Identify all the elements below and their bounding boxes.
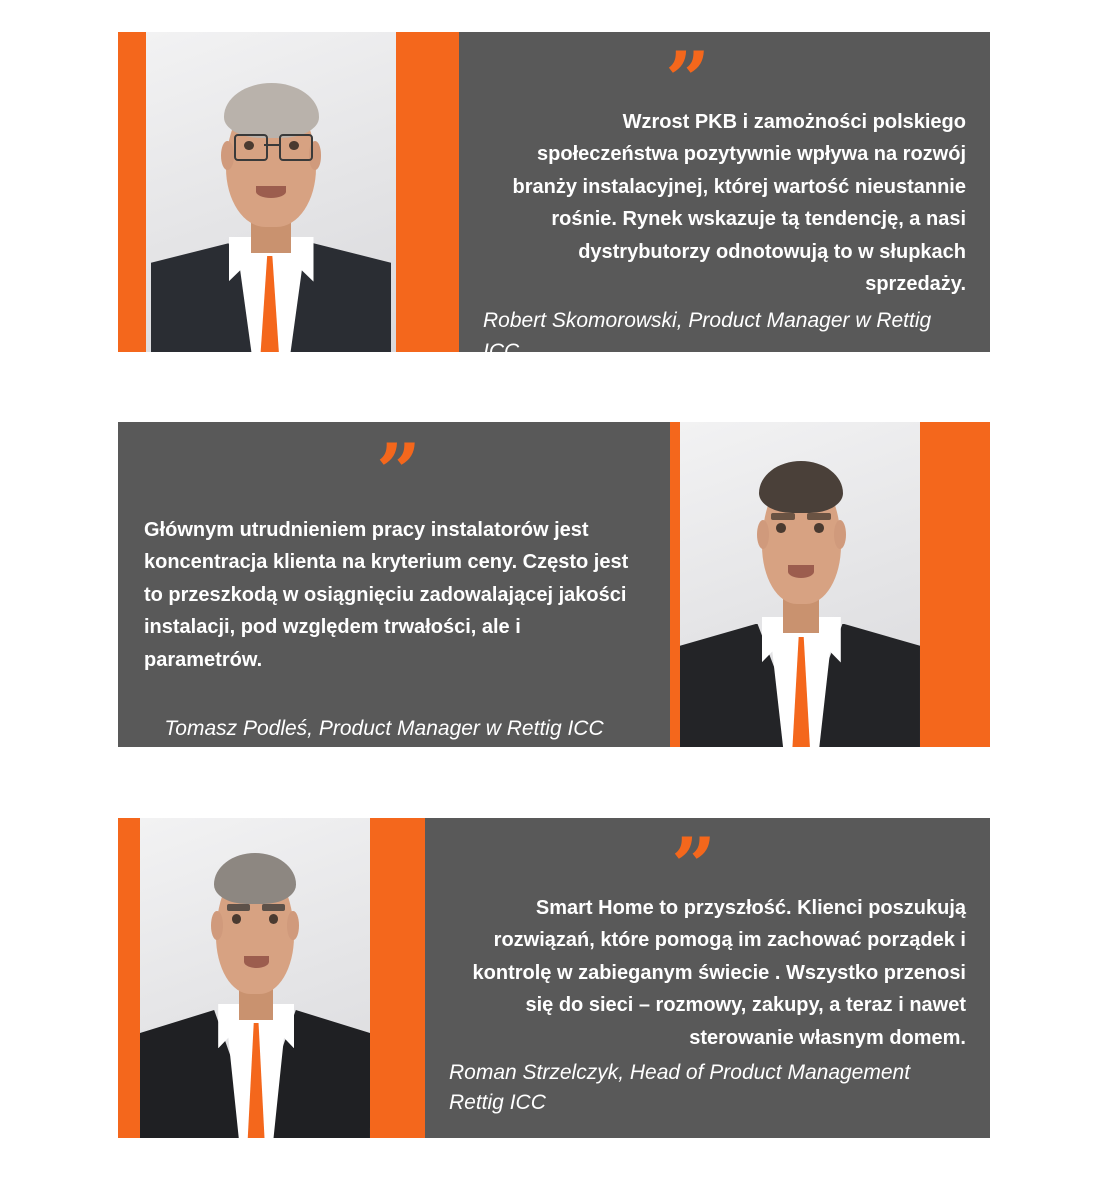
accent-bar-right — [370, 818, 425, 1138]
portrait-roman-strzelczyk — [140, 818, 370, 1138]
testimonial-card-1 — [118, 32, 990, 363]
quote-panel-2 — [118, 422, 670, 747]
quote-mark-icon: ” — [376, 427, 419, 518]
quote-mark-icon: ” — [671, 821, 714, 912]
photo-block-3 — [118, 818, 425, 1138]
accent-bar-left — [670, 422, 680, 747]
photo-block-1 — [118, 32, 459, 352]
accent-bar-left — [118, 818, 140, 1138]
accent-bar-left — [118, 32, 146, 352]
quote-panel-1 — [459, 32, 990, 363]
testimonial-card-3 — [118, 818, 990, 1138]
accent-bar-right — [396, 32, 459, 352]
accent-bar-right — [920, 422, 990, 747]
quote-attribution: Tomasz Podleś, Product Manager w Rettig ICC — [164, 716, 604, 740]
quote-text: Smart Home to przyszłość. Klienci poszukują rozwiązań, które pomogą im zachować porządek i kontrolę w zabieganym świecie . Wszystko przenosi się do sieci – rozmowy, zakupy, a teraz i nawet sterowanie własnym domem. — [472, 897, 966, 1049]
quote-mark-icon: ” — [665, 35, 708, 126]
testimonial-card-2 — [118, 422, 990, 747]
portrait-robert-skomorowski — [146, 32, 396, 352]
photo-block-2 — [670, 422, 990, 747]
quote-attribution: Robert Skomorowski, Product Manager w Rettig ICC — [483, 309, 932, 363]
quote-panel-3 — [425, 818, 990, 1138]
quote-text: Wzrost PKB i zamożności polskiego społeczeństwa pozytywnie wpływa na rozwój branży instalacyjnej, której wartość nieustannie rośnie. Rynek wskazuje tą tendencję, a nasi dystrybutorzy odnotowują to w słupkach sprzedaży. — [512, 111, 966, 295]
quote-attribution: Roman Strzelczyk, Head of Product Management Rettig ICC — [449, 1060, 911, 1115]
portrait-tomasz-podles — [680, 422, 920, 747]
quote-text: Głównym utrudnieniem pracy instalatorów jest koncentracja klienta na kryterium ceny. Często jest to przeszkodą w osiągnięciu zadowalającej jakości instalacji, pod względem trwałości, ale i parametrów. — [144, 519, 629, 671]
